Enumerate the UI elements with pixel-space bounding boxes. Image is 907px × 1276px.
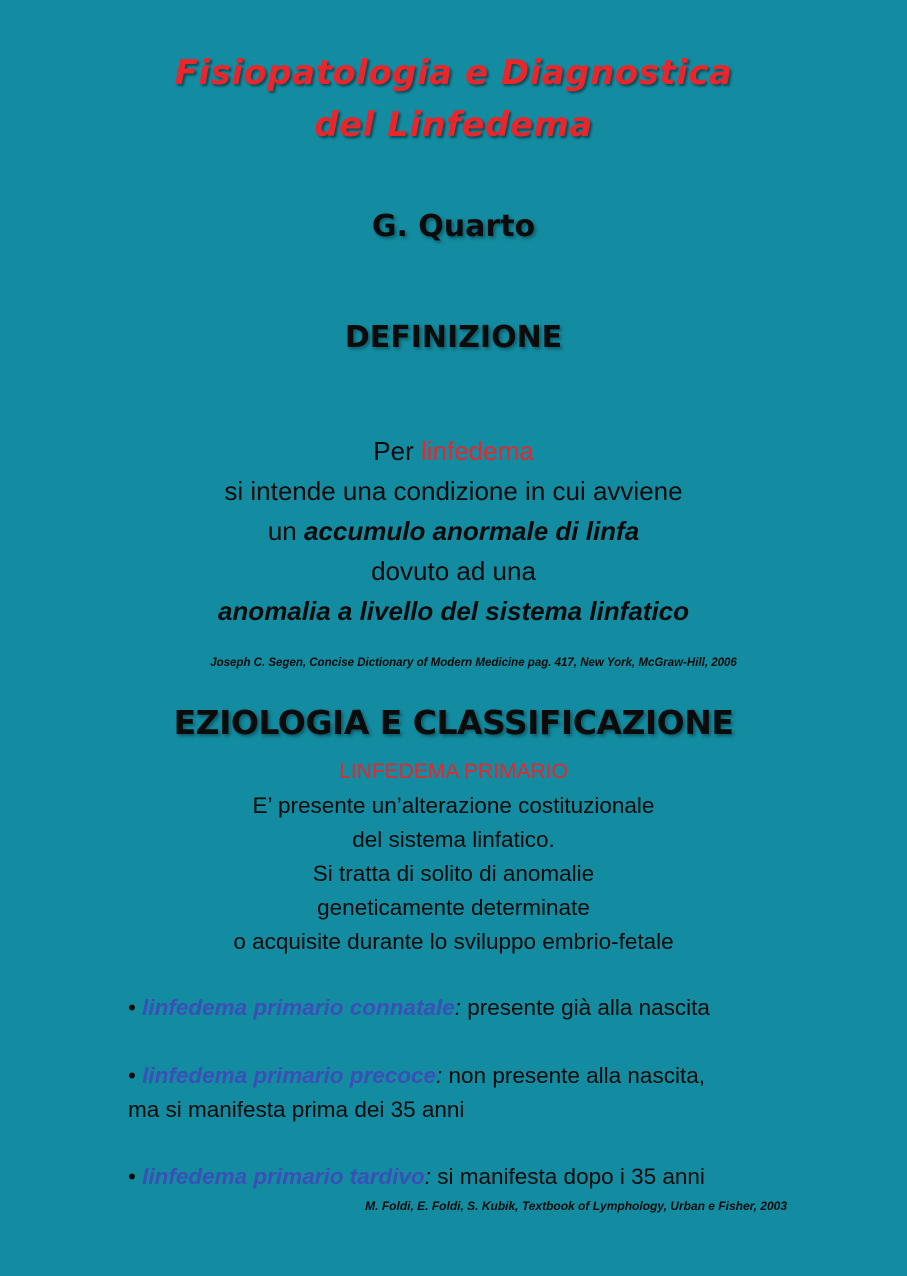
- etiology-paragraph-line5: o acquisite durante lo sviluppo embrio-fetale: [233, 929, 674, 954]
- etiology-subheading: LINFEDEMA PRIMARIO: [339, 760, 568, 783]
- bullet-marker: •: [128, 1063, 136, 1088]
- definition-heading: DEFINIZIONE: [344, 320, 563, 355]
- definition-emphasis-anomalia: anomalia a livello del sistema linfatico: [217, 596, 690, 626]
- author-name: G. Quarto: [371, 209, 536, 244]
- list-item-tardivo: [128, 1160, 828, 1194]
- definition-line3-prefix: un: [267, 516, 304, 546]
- etiology-paragraph-line2: del sistema linfatico.: [352, 827, 555, 852]
- bullet-term: linfedema primario tardivo: [142, 1164, 425, 1189]
- definition-line1-prefix: Per: [373, 436, 421, 466]
- bullet-text: si manifesta dopo i 35 anni: [431, 1164, 705, 1189]
- list-item-connatale: [128, 991, 828, 1025]
- etiology-citation: M. Foldi, E. Foldi, S. Kubik, Textbook of Lymphology, Urban e Fisher, 2003: [365, 1199, 787, 1213]
- bullet-term: linfedema primario connatale: [142, 995, 455, 1020]
- poster-title-line2: del Linfedema: [314, 105, 593, 145]
- bullet-text: non presente alla nascita,: [442, 1063, 705, 1088]
- etiology-paragraph-line3: Si tratta di solito di anomalie: [312, 861, 595, 886]
- bullet-colon: :: [436, 1063, 443, 1088]
- bullet-marker: •: [128, 1164, 136, 1189]
- definition-line4: dovuto ad una: [371, 556, 536, 586]
- definition-line1: [0, 431, 907, 471]
- definition-line3: [0, 511, 907, 551]
- bullet-colon: :: [424, 1164, 431, 1189]
- bullet-marker: •: [128, 995, 136, 1020]
- definition-emphasis-accumulo: accumulo anormale di linfa: [303, 516, 640, 546]
- list-item-precoce: [128, 1059, 828, 1093]
- definition-citation: Joseph C. Segen, Concise Dictionary of Modern Medicine pag. 417, New York, McGraw-Hill, 2006: [210, 657, 737, 669]
- etiology-paragraph-line4: geneticamente determinate: [317, 895, 590, 920]
- list-item-precoce-continuation: ma si manifesta prima dei 35 anni: [128, 1097, 465, 1122]
- definition-term: linfedema: [420, 436, 534, 466]
- etiology-paragraph-line1: E’ presente un’alterazione costituzionale: [252, 793, 655, 818]
- definition-line2: si intende una condizione in cui avviene: [224, 476, 683, 506]
- bullet-colon: :: [454, 995, 462, 1020]
- poster-title-line1: Fisiopatologia e Diagnostica: [174, 53, 733, 93]
- etiology-heading: EZIOLOGIA E CLASSIFICAZIONE: [173, 703, 734, 742]
- bullet-term: linfedema primario precoce: [142, 1063, 437, 1088]
- bullet-text: presente già alla nascita: [461, 995, 710, 1020]
